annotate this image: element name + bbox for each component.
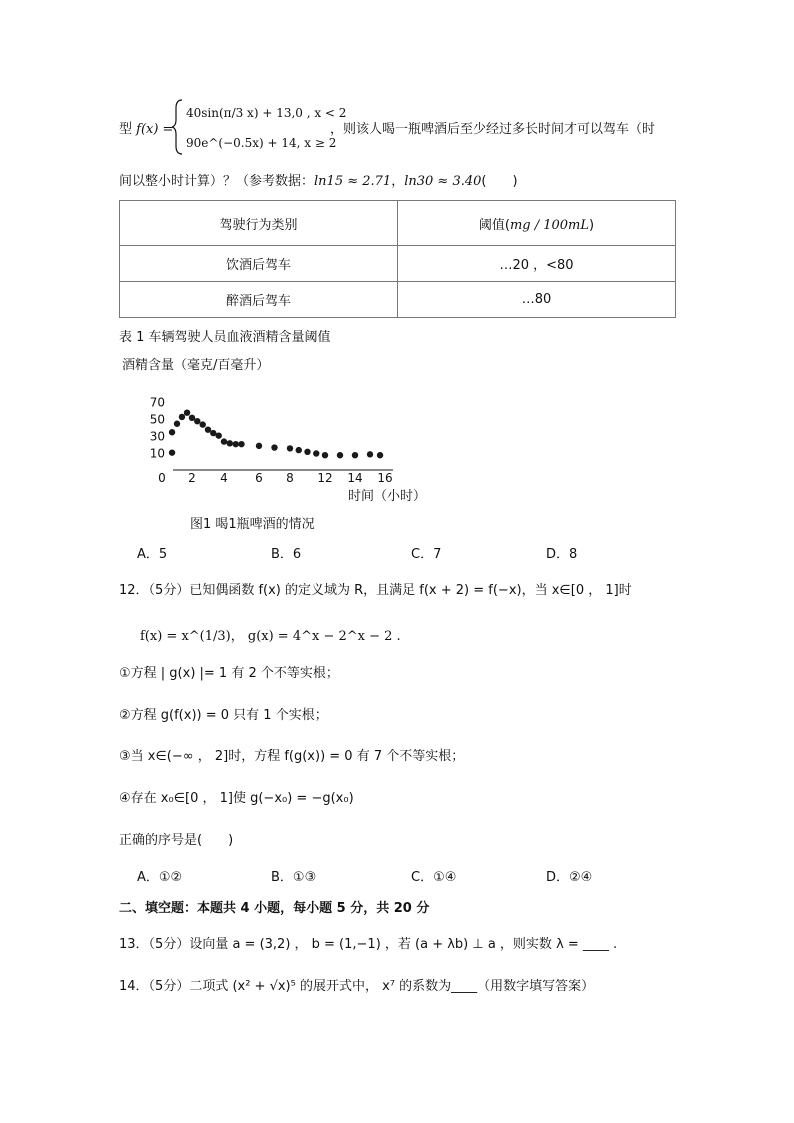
data-point — [210, 430, 216, 436]
choice-c: C．①④ — [411, 870, 457, 885]
data-point — [352, 452, 358, 458]
chart-ylabel: 酒精含量（毫克/百毫升） — [122, 358, 270, 373]
table-caption: 表 1 车辆驾驶人员血液酒精含量阈值 — [119, 330, 331, 345]
choice-d: D．8 — [546, 547, 578, 562]
q11-piece-2: 90e^(−0.5x) + 14, x ≥ 2 — [186, 136, 337, 150]
data-point — [287, 445, 293, 451]
data-point — [169, 429, 175, 435]
table-header-right-unit: mg / 100mL — [509, 217, 590, 233]
choice-b: B．6 — [271, 547, 302, 562]
q12-stem2: f(x) = x^(1/3)， g(x) = 4^x − 2^x − 2 . — [140, 629, 401, 644]
q12-statement-4: ④存在 x₀∈[0 ， 1]使 g(−x₀) = −g(x₀) — [119, 791, 354, 806]
table-cell: …20 ，<80 — [398, 246, 676, 282]
x-tick-label: 4 — [220, 471, 228, 485]
y-tick-label: 10 — [149, 446, 165, 461]
q11-fx: f(x) = — [136, 122, 174, 137]
table-header-right-suffix: ) — [589, 217, 595, 233]
data-point — [313, 450, 319, 456]
x-tick-label: 14 — [347, 471, 363, 485]
q11-line2 — [119, 170, 518, 189]
data-point — [238, 441, 244, 447]
data-point — [233, 441, 239, 447]
figure-caption: 图1 喝1瓶啤酒的情况 — [190, 517, 315, 532]
q11-model-prefix: 型 — [119, 122, 137, 137]
data-point — [377, 452, 383, 458]
data-point — [205, 427, 211, 433]
y-tick-label: 30 — [149, 429, 165, 444]
q12-statement-3: ③当 x∈(−∞ ， 2]时，方程 f(g(x)) = 0 有 7 个不等实根； — [119, 749, 465, 764]
data-point — [256, 443, 262, 449]
threshold-table — [119, 200, 676, 318]
section-2-heading: 二、填空题：本题共 4 小题，每小题 5 分，共 20 分 — [119, 901, 430, 916]
choice-c: C．7 — [411, 547, 442, 562]
data-point — [221, 438, 227, 444]
x-tick-label: 2 — [188, 471, 196, 485]
q12-statement-2: ②方程 g(f(x)) = 0 只有 1 个实根； — [119, 708, 328, 723]
x-tick-label: 6 — [255, 471, 263, 485]
data-point — [174, 421, 180, 427]
table-header-right-prefix: 阈值( — [478, 217, 510, 233]
q12-ask: 正确的序号是( ) — [119, 833, 234, 848]
y-tick-label: 70 — [149, 395, 165, 410]
x-tick-label: 16 — [377, 471, 393, 485]
choice-a: A．①② — [137, 870, 183, 885]
data-point — [169, 449, 175, 455]
x-tick-label: 8 — [286, 471, 294, 485]
q11-piece-1: 40sin(π/3 x) + 13,0 , x < 2 — [186, 106, 347, 120]
data-point — [322, 452, 328, 458]
q12-stem: 12．（5分）已知偶函数 f(x) 的定义域为 R，且满足 f(x + 2) = f(−x)，当 x∈[0 ， 1]时 — [119, 583, 632, 598]
table-row — [120, 282, 676, 318]
data-point — [194, 418, 200, 424]
table-cell: 醉酒后驾车 — [120, 282, 398, 318]
y-tick-label: 50 — [149, 412, 165, 427]
q11-paren: ( ) — [481, 174, 518, 189]
q11-model-line — [119, 118, 173, 137]
q14: 14．（5分）二项式 (x² + √x)⁵ 的展开式中， x⁷ 的系数为____（用数字填写答案） — [119, 979, 595, 994]
piecewise-brace — [172, 98, 184, 156]
q11-ln30: ln30 ≈ 3.40 — [404, 174, 482, 189]
data-point — [367, 451, 373, 457]
q11-sep: ， — [391, 174, 405, 189]
alcohol-scatter-chart — [110, 350, 450, 510]
data-point — [200, 421, 206, 427]
data-point — [227, 440, 233, 446]
table-cell: 饮酒后驾车 — [120, 246, 398, 282]
data-point — [337, 452, 343, 458]
data-point — [271, 444, 277, 450]
table-header-left: 驾驶行为类别 — [120, 201, 398, 246]
choice-a: A．5 — [137, 547, 168, 562]
chart-xlabel: 时间（小时） — [348, 489, 427, 504]
table-header-row — [120, 201, 676, 246]
data-point — [184, 410, 190, 416]
table-header-right — [398, 201, 676, 246]
choice-d: D．②④ — [546, 870, 593, 885]
x-tick-label: 12 — [317, 471, 333, 485]
choice-b: B．①③ — [271, 870, 317, 885]
table-cell: …80 — [398, 282, 676, 318]
data-point — [296, 447, 302, 453]
q11-question-tail: ，则该人喝一瓶啤酒后至少经过多长时间才可以驾车（时 — [330, 122, 656, 137]
table-row — [120, 246, 676, 282]
data-point — [189, 415, 195, 421]
data-point — [179, 414, 185, 420]
data-point — [216, 432, 222, 438]
data-point — [304, 449, 310, 455]
q13: 13．（5分）设向量 a = (3,2) ， b = (1,−1) ，若 (a + λb) ⊥ a ，则实数 λ = ____ . — [119, 937, 618, 952]
q12-statement-1: ①方程 | g(x) |= 1 有 2 个不等实根； — [119, 666, 339, 681]
q11-line2-text: 间以整小时计算）？（参考数据： — [119, 174, 315, 189]
q11-ln15: ln15 ≈ 2.71 — [314, 174, 392, 189]
x-tick-label: 0 — [158, 471, 166, 485]
